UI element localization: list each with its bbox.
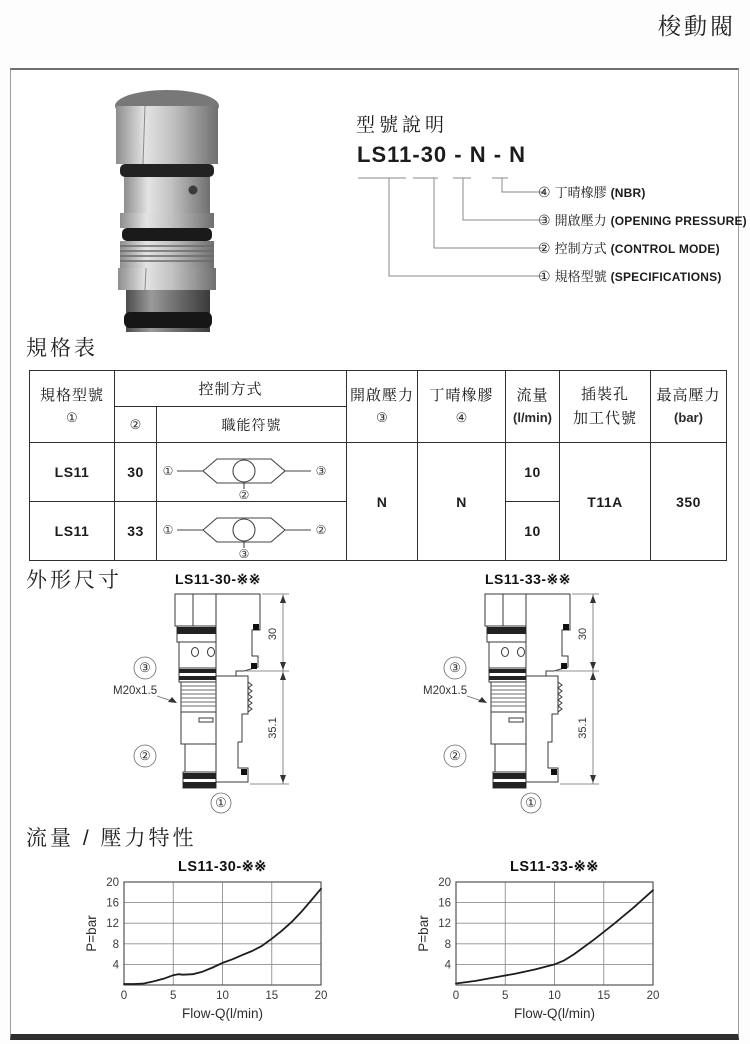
x-tick-label: 10 bbox=[548, 990, 561, 1002]
y-axis-label: P=bar bbox=[84, 915, 99, 952]
circled-4: ④ bbox=[538, 184, 551, 200]
valve-photo bbox=[101, 86, 233, 332]
y-tick-label: 20 bbox=[106, 877, 119, 889]
callout-en: (OPENING PRESSURE) bbox=[610, 214, 747, 228]
svg-text:①: ① bbox=[162, 464, 173, 478]
port-3-label: ③ bbox=[449, 660, 461, 675]
circled-1: ① bbox=[538, 268, 551, 284]
model-section-heading: 型號說明 bbox=[356, 115, 449, 136]
cell-nbr: N bbox=[418, 443, 506, 561]
cell-model: LS11 bbox=[30, 443, 115, 502]
drawing-title: LS11-33-※※ bbox=[484, 572, 572, 587]
charts-heading: 流量 / 壓力特性 bbox=[26, 827, 197, 850]
x-tick-label: 20 bbox=[646, 990, 660, 1002]
callout-opening-pressure bbox=[538, 211, 747, 229]
flow-pressure-chart-ls11-30 bbox=[82, 858, 332, 1028]
cell-flow: 10 bbox=[506, 443, 560, 502]
callout-en: (SPECIFICATIONS) bbox=[610, 270, 722, 284]
cell-mode: 30 bbox=[115, 443, 157, 502]
circled-3: ③ bbox=[538, 212, 551, 228]
spec-table-heading: 規格表 bbox=[26, 337, 98, 360]
callout-en: (CONTROL MODE) bbox=[610, 242, 720, 256]
x-tick-label: 20 bbox=[314, 990, 328, 1002]
x-axis-label: Flow-Q(l/min) bbox=[182, 1006, 263, 1021]
header-opening-pressure: 開啟壓力 ③ bbox=[347, 371, 418, 443]
x-tick-label: 15 bbox=[597, 990, 611, 1002]
x-tick-label: 10 bbox=[216, 990, 229, 1002]
y-tick-label: 4 bbox=[444, 959, 451, 972]
cell-symbol bbox=[157, 443, 347, 502]
thread-label: M20x1.5 bbox=[423, 685, 468, 697]
svg-text:③: ③ bbox=[238, 547, 249, 560]
port-1-label: ① bbox=[215, 795, 227, 810]
dim-30: 30 bbox=[267, 627, 279, 641]
callout-label: 規格型號 bbox=[554, 269, 607, 284]
svg-text:①: ① bbox=[162, 523, 173, 537]
y-tick-label: 16 bbox=[106, 897, 119, 910]
cell-cavity: T11A bbox=[560, 443, 651, 561]
svg-text:②: ② bbox=[315, 523, 326, 537]
svg-text:③: ③ bbox=[315, 464, 326, 478]
y-tick-label: 12 bbox=[106, 918, 119, 931]
chart-title: LS11-30-※※ bbox=[178, 859, 267, 875]
cell-mode: 33 bbox=[115, 502, 157, 561]
page-title: 梭動閥 bbox=[658, 13, 736, 39]
header-cavity: 插裝孔 加工代號 bbox=[560, 371, 651, 443]
x-tick-label: 5 bbox=[170, 990, 177, 1002]
header-max-pressure: 最高壓力 (bar) bbox=[651, 371, 727, 443]
y-tick-label: 20 bbox=[438, 877, 451, 889]
dimension-drawing-ls11-30 bbox=[111, 572, 331, 817]
y-tick-label: 16 bbox=[438, 897, 451, 910]
port-2-label: ② bbox=[139, 748, 151, 763]
svg-text:②: ② bbox=[238, 488, 249, 501]
chart-title: LS11-33-※※ bbox=[510, 859, 599, 875]
header-control-mode: 控制方式 bbox=[115, 371, 347, 407]
dim-30: 30 bbox=[577, 627, 589, 641]
header-nbr: 丁晴橡膠 ④ bbox=[418, 371, 506, 443]
dim-35-1: 35.1 bbox=[267, 717, 279, 739]
x-axis-label: Flow-Q(l/min) bbox=[514, 1006, 595, 1021]
cell-max-pressure: 350 bbox=[651, 443, 727, 561]
port-3-label: ③ bbox=[139, 660, 151, 675]
drawing-title: LS11-30-※※ bbox=[174, 572, 262, 587]
hydraulic-symbol-33 bbox=[159, 504, 345, 560]
header-control-sub: ② bbox=[115, 407, 157, 443]
y-tick-label: 8 bbox=[444, 938, 451, 951]
dimension-drawing-ls11-33 bbox=[421, 572, 641, 817]
header-model: 規格型號 ① bbox=[30, 371, 115, 443]
cell-flow: 10 bbox=[506, 502, 560, 561]
dimensions-heading: 外形尺寸 bbox=[26, 569, 122, 592]
y-tick-label: 4 bbox=[112, 959, 119, 972]
hydraulic-symbol-30 bbox=[159, 445, 345, 501]
spec-table bbox=[29, 370, 727, 561]
x-tick-label: 0 bbox=[452, 990, 460, 1002]
callout-control-mode bbox=[538, 239, 720, 257]
callout-specifications bbox=[538, 267, 722, 285]
callout-en: (NBR) bbox=[610, 186, 646, 200]
port-2-label: ② bbox=[449, 748, 461, 763]
x-tick-label: 5 bbox=[502, 990, 509, 1002]
port-1-label: ① bbox=[525, 795, 537, 810]
cell-model: LS11 bbox=[30, 502, 115, 561]
cell-symbol bbox=[157, 502, 347, 561]
callout-label: 開啟壓力 bbox=[554, 213, 607, 228]
table-row-ls11-30 bbox=[30, 443, 727, 502]
callout-nbr bbox=[538, 183, 646, 201]
thread-label: M20x1.5 bbox=[113, 685, 158, 697]
x-tick-label: 15 bbox=[265, 990, 279, 1002]
callout-label: 丁晴橡膠 bbox=[554, 185, 607, 200]
cell-opening-pressure: N bbox=[347, 443, 418, 561]
model-code: LS11-30 - N - N bbox=[357, 142, 527, 167]
y-axis-label: P=bar bbox=[416, 915, 431, 952]
content-frame bbox=[10, 68, 747, 1040]
callout-label: 控制方式 bbox=[554, 241, 607, 256]
model-callout-lines bbox=[356, 170, 556, 290]
y-tick-label: 12 bbox=[438, 918, 451, 931]
x-tick-label: 0 bbox=[120, 990, 128, 1002]
circled-2: ② bbox=[538, 240, 551, 256]
y-tick-label: 8 bbox=[112, 938, 119, 951]
header-flow: 流量 (l/min) bbox=[506, 371, 560, 443]
flow-pressure-chart-ls11-33 bbox=[414, 858, 664, 1028]
dim-35-1: 35.1 bbox=[577, 717, 589, 739]
header-symbol: 職能符號 bbox=[157, 407, 347, 443]
